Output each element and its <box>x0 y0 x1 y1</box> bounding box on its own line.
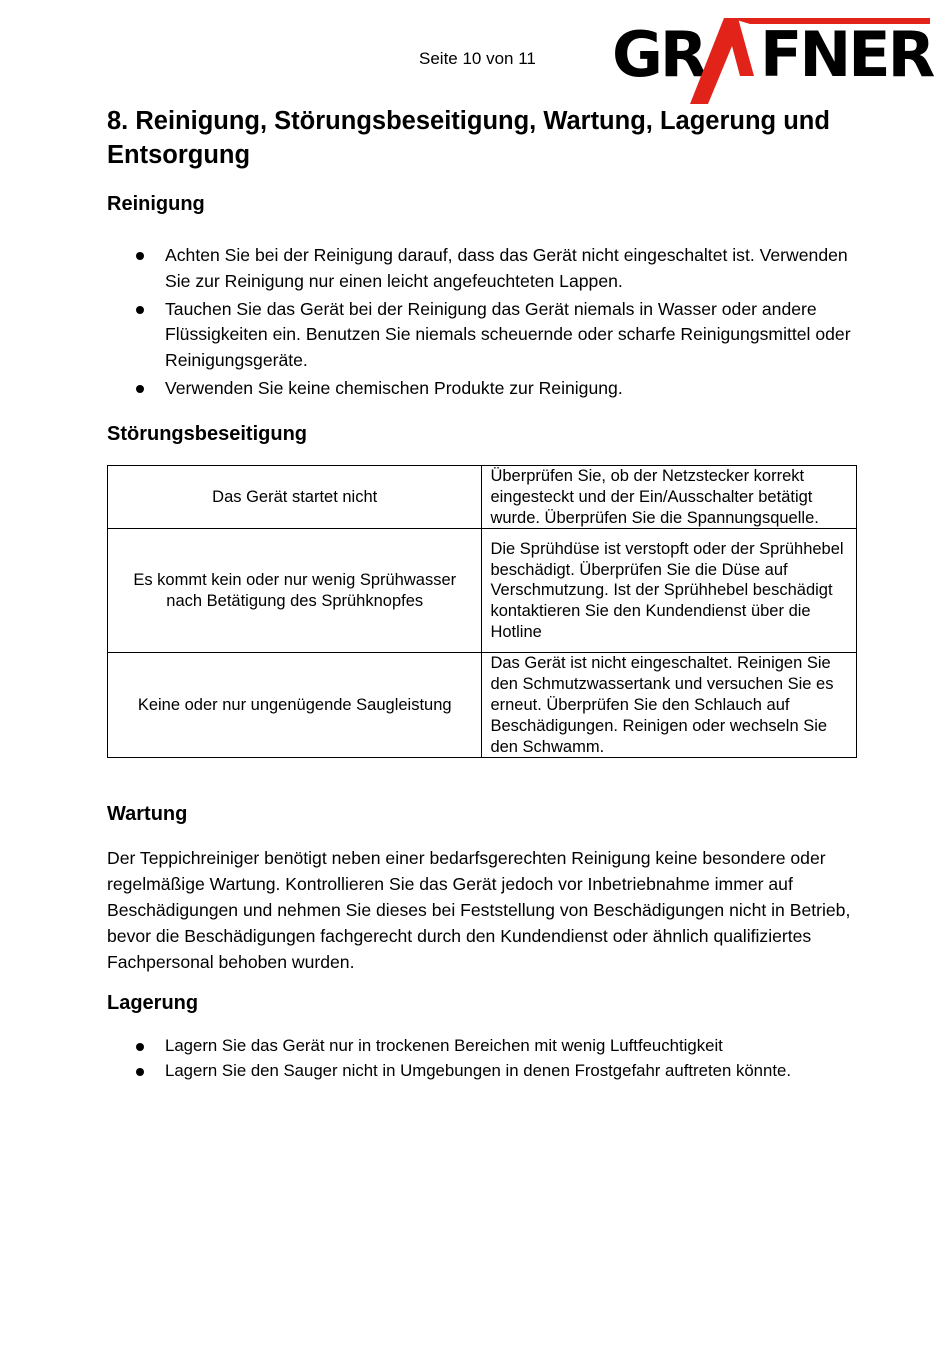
wartung-text: Der Teppichreiniger benötigt neben einer bedarfsgerechten Reinigung keine besondere oder regelmäßige Wartung. Kontrollieren Sie das Gerät jedoch vor Inbetriebnahme immer auf Beschädigungen und nehmen Sie dieses bei Feststellung von Beschädigungen nicht in Betrieb, bevor die Beschädigungen fachgerecht durch den Kundendienst oder ähnlich qualifiziertes Fachpersonal behoben wurden. <box>107 848 851 972</box>
list-item: Tauchen Sie das Gerät bei der Reinigung das Gerät niemals in Wasser oder andere Flüssigkeiten ein. Benutzen Sie niemals scheuernde oder scharfe Reinigungsmittel oder Reinigungsgeräte. <box>107 297 867 374</box>
list-item: Verwenden Sie keine chemischen Produkte zur Reinigung. <box>107 376 867 402</box>
table-row <box>108 653 857 758</box>
stoerung-heading: Störungsbeseitigung <box>107 423 307 445</box>
solution-cell: Das Gerät ist nicht eingeschaltet. Reinigen Sie den Schmutzwassertank und versuchen Sie es erneut. Überprüfen Sie den Schlauch auf Beschädigungen. Reinigen oder wechseln Sie den Schwamm. <box>482 653 857 758</box>
bullet-icon <box>136 1043 144 1051</box>
reinigung-heading: Reinigung <box>107 193 205 215</box>
page-title: 8. Reinigung, Störungsbeseitigung, Wartung, Lagerung und Entsorgung <box>107 107 830 169</box>
bullet-icon <box>136 385 144 393</box>
solution-cell: Die Sprühdüse ist verstopft oder der Sprühhebel beschädigt. Überprüfen Sie die Düse auf Verschmutzung. Ist der Sprühhebel beschädigt kontaktieren Sie den Kundendienst über die Hotline <box>482 529 857 653</box>
page-number: Seite 10 von 11 <box>419 49 536 68</box>
lagerung-heading: Lagerung <box>107 992 199 1014</box>
solution-cell: Überprüfen Sie, ob der Netzstecker korrekt eingesteckt und der Ein/Ausschalter betätigt wurde. Überprüfen Sie die Spannungsquelle. <box>482 466 857 529</box>
table-row <box>108 466 857 529</box>
list-item: Achten Sie bei der Reinigung darauf, dass das Gerät nicht eingeschaltet ist. Verwenden Sie zur Reinigung nur einen leicht angefeuchteten Lappen. <box>107 243 867 295</box>
svg-text:GR: GR <box>612 18 705 91</box>
bullet-icon <box>136 1068 144 1076</box>
problem-cell: Es kommt kein oder nur wenig Sprühwasser nach Betätigung des Sprühknopfes <box>108 529 482 653</box>
table-row <box>108 529 857 653</box>
problem-cell: Keine oder nur ungenügende Saugleistung <box>108 653 482 758</box>
problem-cell: Das Gerät startet nicht <box>108 466 482 529</box>
wartung-heading: Wartung <box>107 803 188 825</box>
lagerung-list <box>107 1034 867 1085</box>
reinigung-list <box>107 243 867 404</box>
svg-text:FNER: FNER <box>760 18 933 91</box>
grafner-logo <box>612 12 942 107</box>
bullet-icon <box>136 306 144 314</box>
troubleshooting-table <box>107 465 857 758</box>
list-item: Lagern Sie das Gerät nur in trockenen Bereichen mit wenig Luftfeuchtigkeit <box>107 1034 867 1058</box>
bullet-icon <box>136 252 144 260</box>
list-item: Lagern Sie den Sauger nicht in Umgebungen in denen Frostgefahr auftreten könnte. <box>107 1059 867 1083</box>
